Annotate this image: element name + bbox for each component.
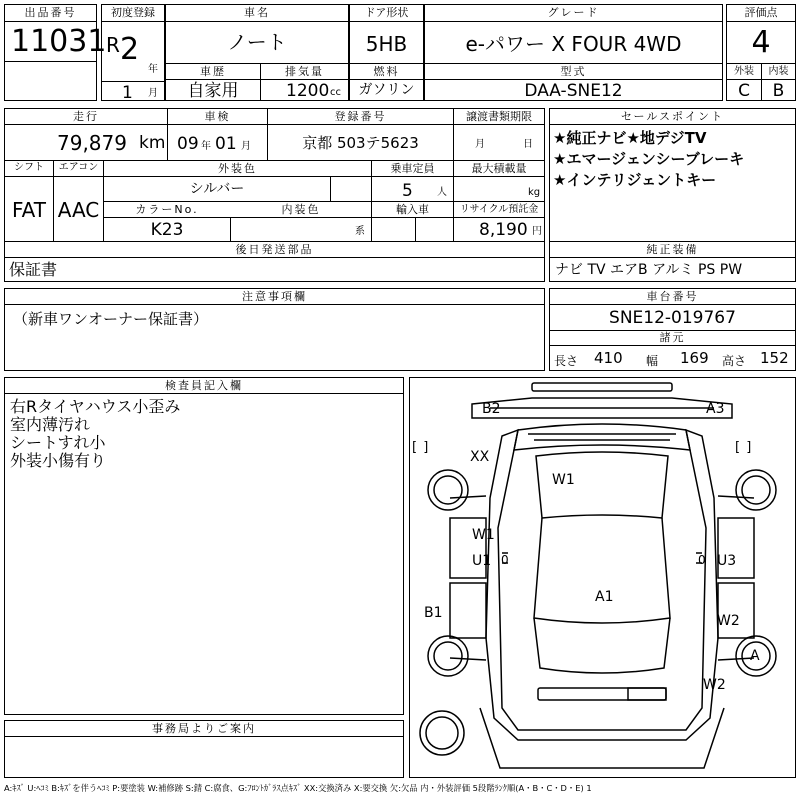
grade-label: グレード [547,6,600,19]
import-label: 輸入車 [396,203,429,216]
mark-w2-rear: W2 [703,677,726,693]
chassis-value: SNE12-019767 [609,308,736,328]
door-fuel-box [349,4,424,101]
sales-point-3: ★インテリジェントキー [553,171,717,189]
sales-points-box [549,108,796,242]
transfer-label: 譲渡書類期限 [466,110,532,123]
history-value: 自家用 [187,81,239,101]
inspector-line-1: 右Rタイヤハウス小歪み [10,397,181,416]
score-value: 4 [751,25,771,60]
displacement-value: 1200 [286,81,330,101]
shift-label: シフト [14,162,44,173]
grade-model-box [424,4,723,101]
color-no-label: カラーNo. [135,203,199,216]
right-front-door [718,518,754,578]
length-value: 410 [594,349,623,367]
width-label: 幅 [646,354,659,368]
inspection-label: 車検 [204,110,231,123]
first-reg-label: 初度登録 [111,6,155,19]
mark-a1: A1 [595,589,614,605]
dims-label: 諸元 [659,331,686,344]
first-reg-era: R [106,33,120,57]
recycle-value: 8,190 [479,220,528,240]
sales-points-label: セールスポイント [620,110,724,123]
ext-score-label: 外装 [734,66,754,77]
mark-xx: XX [470,449,490,465]
later-parts-value: 保証書 [9,260,58,279]
shift-value: FAT [11,198,46,222]
door-label: ドア形状 [364,6,409,19]
mark-u1: U1 [472,553,492,569]
inspection-year: 09 [177,134,199,154]
body-outline [486,430,718,740]
car-info-box [165,4,349,101]
mark-w1-roof: W1 [552,472,575,488]
notes-label: 注意事項欄 [242,290,307,303]
sales-point-2: ★エマージェンシーブレーキ [553,150,745,168]
mileage-label: 走行 [73,110,99,123]
car-name-label: 車名 [244,6,270,19]
inspector-box [4,377,404,715]
mileage-value: 79,879 [57,131,127,155]
hood-outline [514,424,690,450]
displacement-unit: cc [330,87,341,98]
fuel-value: ガソリン [358,82,415,98]
reg-no-value: 京都 503テ5623 [302,134,419,152]
capacity-value: 5 [402,181,413,201]
notes-box [4,288,545,371]
notes-value: （新車ワンオーナー保証書） [13,310,209,328]
mark-w2-door: W2 [717,613,740,629]
first-reg-month: 1 [122,83,133,103]
int-score-label: 内装 [768,66,789,77]
rear-glass-outline [534,618,670,673]
history-label: 車歴 [200,65,226,78]
length-label: 長さ [554,354,579,368]
car-diagram-box [409,377,796,778]
model-label: 型式 [560,65,587,78]
max-load-unit: kg [528,187,541,198]
legend-text: A:ｷｽﾞ U:ﾍｺﾐ B:ｷｽﾞを伴うﾍｺﾐ P:要塗装 W:補修跡 S:錆 C:腐食、G:ﾌﾛﾝﾄｶﾞﾗｽ点ｷｽﾞ XX:交換済み X:要交換 欠:欠品 内・外装評価 5段階ﾗﾝｸ順(A・B・C・D・E) 1 [4,783,592,793]
first-reg-year-unit: 年 [148,64,158,75]
height-value: 152 [760,349,789,367]
reg-no-label: 登録番号 [334,110,387,123]
lot-label: 出品番号 [24,6,77,19]
mark-b2: B2 [482,401,501,417]
front-bumper-outline [532,383,672,391]
displacement-label: 排気量 [285,65,324,78]
later-parts-label: 後日発送部品 [235,243,314,256]
aircon-value: AAC [57,198,100,222]
mark-u3: U3 [717,553,737,569]
mark-zero-right: 0 [698,553,706,567]
int-score: B [772,81,785,101]
vehicle-details-box [4,108,545,242]
chassis-box [549,288,796,371]
office-label: 事務局よりご案内 [152,722,256,735]
lot-number-box [4,4,107,101]
ext-color-label: 外装色 [218,162,257,175]
cabin-outline [534,518,670,623]
mark-zero-left: 0 [501,553,509,567]
score-label: 評価点 [744,6,778,19]
sales-point-1: ★純正ナビ★地デジTV [553,129,707,147]
equipment-label: 純正装備 [646,243,699,256]
inspector-line-2: 室内薄汚れ [10,415,91,434]
later-parts-box [4,241,545,282]
left-rear-door [450,583,486,638]
mark-a3: A3 [706,401,725,417]
first-reg-month-unit: 月 [148,88,158,99]
lot-number: 11031 [11,24,107,59]
ext-score: C [738,81,750,101]
mark-w1-door: W1 [472,527,495,543]
mileage-unit: km [139,133,166,153]
height-label: 高さ [722,354,747,368]
int-color-label: 内装色 [281,203,321,216]
inspection-month: 01 [215,134,237,154]
int-color-unit: 系 [355,226,365,237]
capacity-label: 乗車定員 [390,162,435,175]
left-bracket: [ ] [412,440,430,455]
office-box [4,720,404,778]
rear-bumper-outline [538,688,666,700]
door-value: 5HB [365,32,408,56]
transfer-day-unit: 日 [523,139,533,150]
right-bracket: [ ] [735,440,753,455]
capacity-unit: 人 [437,187,447,198]
fuel-label: 燃料 [373,65,400,78]
mark-a: A [750,648,760,664]
right-rear-door [718,583,754,638]
inspection-month-unit: 月 [241,141,251,152]
car-diagram [410,378,795,777]
recycle-label: リサイクル預託金 [459,204,539,215]
equipment-box [549,241,796,282]
equipment-value: ナビ TV エアB アルミ PS PW [555,262,743,278]
width-value: 169 [680,349,709,367]
inspector-line-4: 外装小傷有り [10,451,107,470]
transfer-month-unit: 月 [475,139,485,150]
first-registration-box [101,4,165,101]
max-load-label: 最大積載量 [471,162,527,175]
inspection-year-unit: 年 [201,141,211,152]
model-value: DAA-SNE12 [524,81,623,101]
mark-b1: B1 [424,605,443,621]
score-box [726,4,796,101]
chassis-label: 車台番号 [646,290,699,303]
inspector-line-3: シートすれ小 [10,433,106,452]
aircon-label: エアコン [58,162,99,173]
color-no-value: K23 [150,220,184,240]
first-reg-year: 2 [120,32,140,67]
grade-value: e-パワー X FOUR 4WD [465,32,682,56]
car-name: ノート [227,30,287,54]
inspector-label: 検査員記入欄 [165,379,243,392]
ext-color-value: シルバー [189,181,245,197]
recycle-unit: 円 [532,226,542,237]
